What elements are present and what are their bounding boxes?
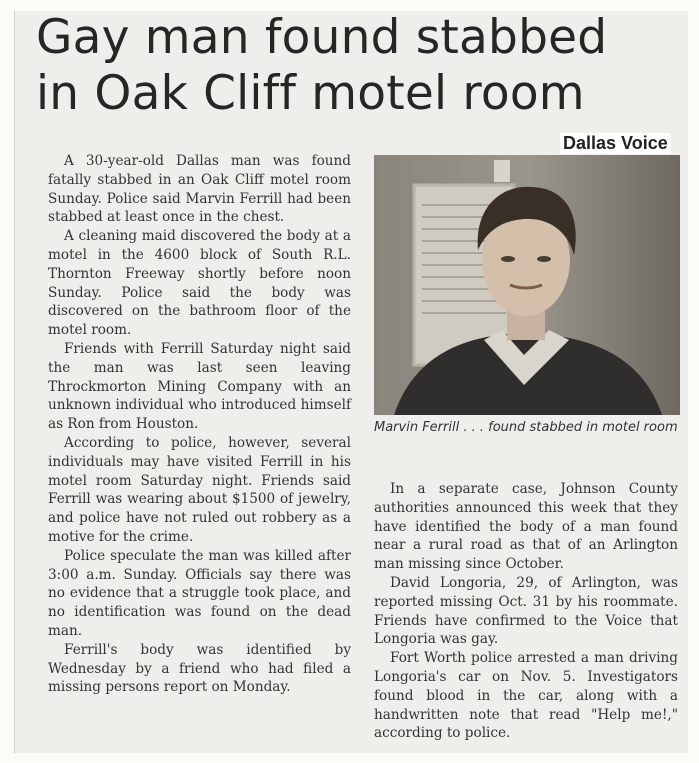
headline-line-2: in Oak Cliff motel room: [36, 66, 585, 121]
article-column-right: [374, 480, 678, 743]
paragraph: Police speculate the man was killed after 3:00 a.m. Sunday. Officials say there was no evidence that a struggle took place, and no identification was found on the dead man.: [48, 547, 351, 639]
paragraph: A cleaning maid discovered the body at a motel in the 4600 block of South R.L. Thornton Freeway shortly before noon Sunday. Police said the body was discovered on the bathroom floor of the motel room.: [48, 228, 351, 339]
source-label: Dallas Voice: [560, 133, 671, 154]
paragraph: Friends with Ferrill Saturday night said the man was last seen leaving Throckmorton Mining Company with an unknown individual who introduced himself as Ron from Houston.: [48, 340, 351, 433]
paragraph: According to police, however, several individuals may have visited Ferrill in his motel room Saturday night. Friends said Ferrill was wearing about $1500 of jewelry, and police have not ruled out robbery as a motive for the crime.: [48, 434, 351, 545]
paragraph: A 30-year-old Dallas man was found fatally stabbed in an Oak Cliff motel room Sunday. Police said Marvin Ferrill had been stabbed at least once in the chest.: [48, 153, 351, 226]
portrait-photo: [374, 155, 680, 415]
photo-caption: Marvin Ferrill . . . found stabbed in motel room: [374, 420, 678, 435]
headline-line-1: Gay man found stabbed: [36, 10, 608, 65]
article-column-left: [48, 152, 351, 697]
portrait-illustration: [374, 155, 680, 415]
headline: [36, 10, 676, 122]
paragraph: Ferrill's body was identified by Wednesday by a friend who had filed a missing persons report on Monday.: [48, 641, 351, 696]
paragraph: David Longoria, 29, of Arlington, was reported missing Oct. 31 by his roommate. Friends have confirmed to the Voice that Longoria was gay.: [374, 574, 678, 648]
paragraph: Fort Worth police arrested a man driving Longoria's car on Nov. 5. Investigators found blood in the car, along with a handwritten note that read "Help me!," according to police.: [374, 650, 678, 742]
paragraph: In a separate case, Johnson County authorities announced this week that they have identified the body of a man found near a rural road as that of an Arlington man missing since October.: [374, 481, 678, 573]
